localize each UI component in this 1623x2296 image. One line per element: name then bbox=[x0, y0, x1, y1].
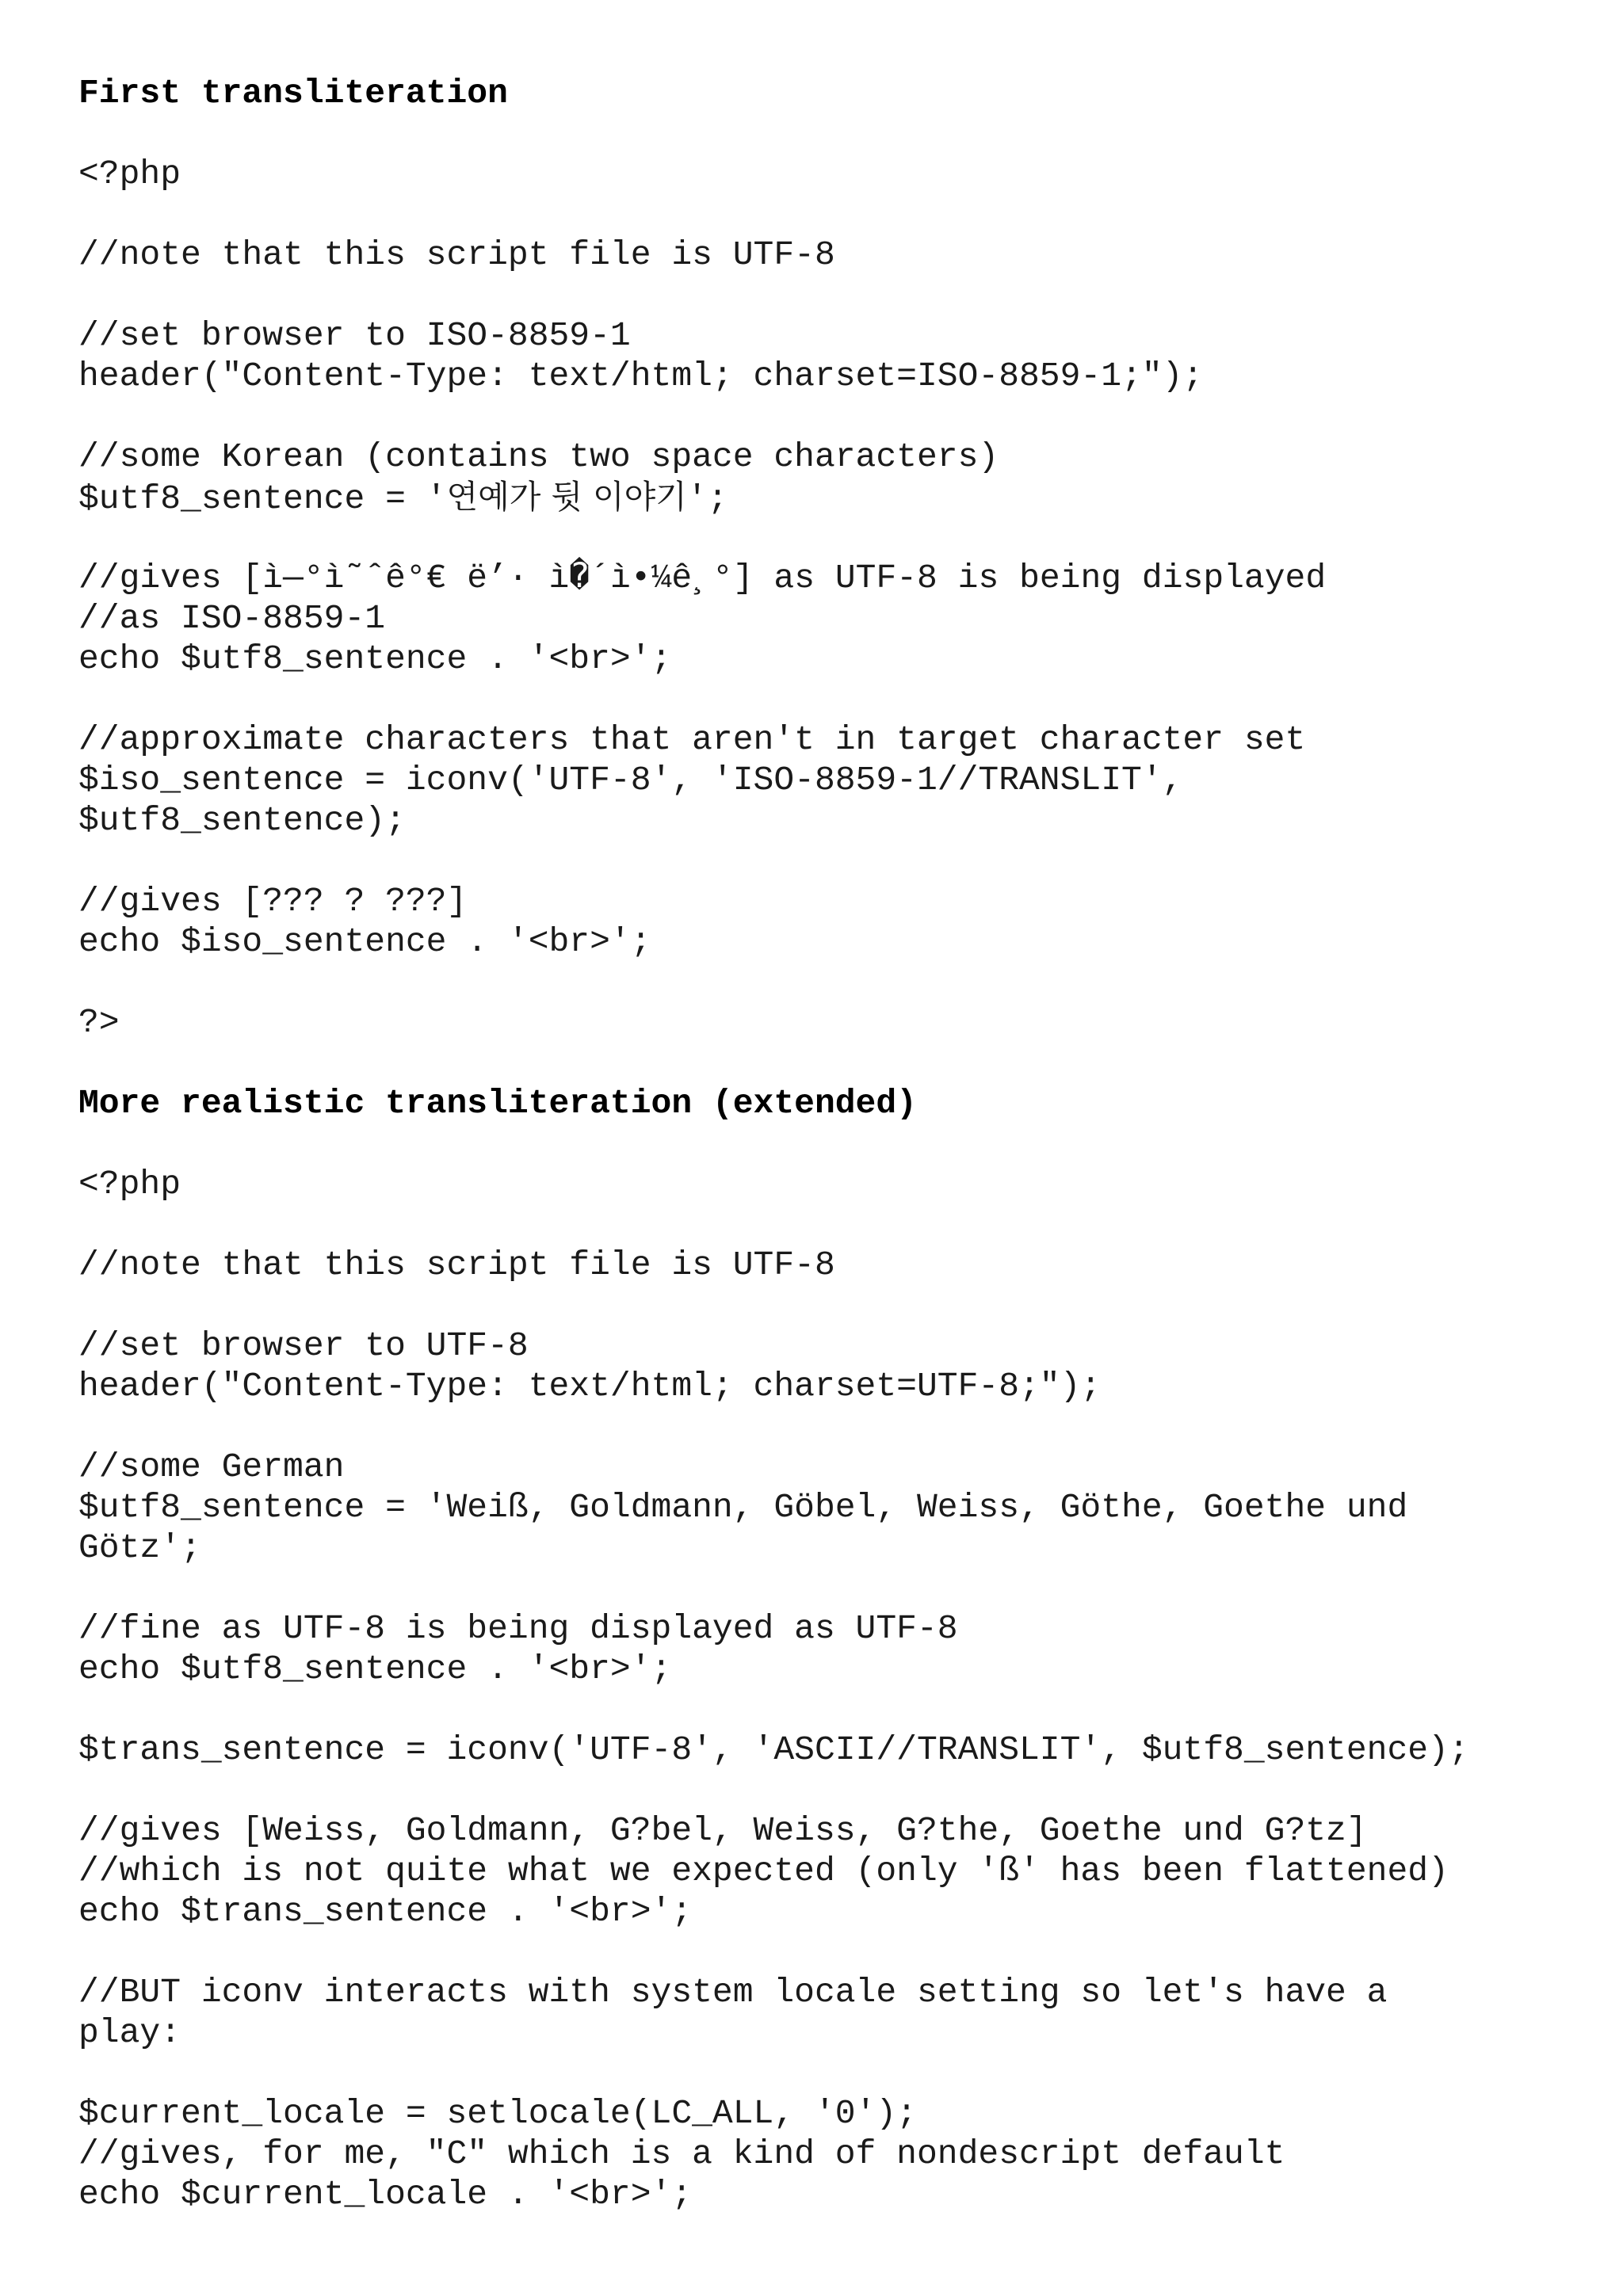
code-line: <?php bbox=[78, 154, 181, 193]
document-page bbox=[78, 73, 1584, 2214]
comment-line: //some Korean (contains two space characters) bbox=[78, 437, 999, 476]
blank-line bbox=[78, 2053, 1584, 2093]
blank-line bbox=[78, 113, 1584, 154]
korean-text: 연예가 뒷 이야기 bbox=[446, 478, 687, 516]
code-line: echo $utf8_sentence . '<br>'; bbox=[78, 1650, 672, 1688]
comment-line: //note that this script file is UTF-8 bbox=[78, 1245, 835, 1284]
code-line: ?> bbox=[78, 1003, 120, 1042]
code-line: <?php bbox=[78, 1165, 181, 1203]
blank-line bbox=[78, 396, 1584, 437]
section-heading: More realistic transliteration (extended) bbox=[78, 1084, 917, 1123]
comment-line: //note that this script file is UTF-8 bbox=[78, 235, 835, 274]
code-fragment: $utf8_sentence = ' bbox=[78, 479, 447, 518]
blank-line bbox=[78, 1123, 1584, 1164]
code-line: header("Content-Type: text/html; charset=UTF-8;"); bbox=[78, 1367, 1102, 1405]
blank-line bbox=[78, 1689, 1584, 1730]
comment-line: //set browser to UTF-8 bbox=[78, 1326, 529, 1365]
comment-line: //approximate characters that aren't in target character set bbox=[78, 720, 1306, 759]
code-line bbox=[78, 477, 1584, 517]
comment-line: //gives, for me, "C" which is a kind of nondescript default bbox=[78, 2134, 1285, 2173]
comment-line: //BUT iconv interacts with system locale setting so let's have a bbox=[78, 1973, 1388, 2012]
blank-line bbox=[78, 1568, 1584, 1608]
code-line: $utf8_sentence = 'Weiß, Goldmann, Göbel, Weiss, Göthe, Goethe und bbox=[78, 1488, 1408, 1527]
comment-line: //as ISO-8859-1 bbox=[78, 599, 386, 638]
comment-line: //which is not quite what we expected (only 'ß' has been flattened) bbox=[78, 1852, 1449, 1890]
blank-line bbox=[78, 962, 1584, 1002]
blank-line bbox=[78, 194, 1584, 235]
blank-line bbox=[78, 841, 1584, 881]
comment-line: //fine as UTF-8 is being displayed as UTF-8 bbox=[78, 1609, 958, 1648]
blank-line bbox=[78, 1406, 1584, 1447]
code-line: Götz'; bbox=[78, 1528, 201, 1567]
blank-line bbox=[78, 517, 1584, 558]
code-line: header("Content-Type: text/html; charset=ISO-8859-1;"); bbox=[78, 357, 1204, 395]
section-heading: First transliteration bbox=[78, 74, 508, 113]
comment-line: play: bbox=[78, 2013, 181, 2052]
code-line: $utf8_sentence); bbox=[78, 801, 406, 840]
blank-line bbox=[78, 275, 1584, 315]
code-line: $trans_sentence = iconv('UTF-8', 'ASCII//TRANSLIT', $utf8_sentence); bbox=[78, 1730, 1469, 1769]
code-line: echo $utf8_sentence . '<br>'; bbox=[78, 639, 672, 678]
comment-line: //set browser to ISO-8859-1 bbox=[78, 316, 631, 355]
blank-line bbox=[78, 1932, 1584, 1972]
code-fragment: '; bbox=[686, 479, 728, 518]
blank-line bbox=[78, 1043, 1584, 1083]
code-line: echo $iso_sentence . '<br>'; bbox=[78, 922, 651, 961]
blank-line bbox=[78, 1770, 1584, 1810]
code-line: $current_locale = setlocale(LC_ALL, '0'); bbox=[78, 2094, 917, 2133]
blank-line bbox=[78, 1204, 1584, 1245]
comment-line: //gives [??? ? ???] bbox=[78, 882, 468, 921]
code-line: echo $trans_sentence . '<br>'; bbox=[78, 1892, 693, 1931]
blank-line bbox=[78, 679, 1584, 719]
code-line: echo $current_locale . '<br>'; bbox=[78, 2175, 693, 2214]
comment-line: //gives [Weiss, Goldmann, G?bel, Weiss, G?the, Goethe und G?tz] bbox=[78, 1811, 1367, 1850]
blank-line bbox=[78, 1285, 1584, 1325]
code-line: $iso_sentence = iconv('UTF-8', 'ISO-8859-1//TRANSLIT', bbox=[78, 761, 1183, 799]
comment-line: //gives [ì—°ì˜ˆê°€ ë’· ì�´ì•¼ê¸°] as UTF-8 is being displayed bbox=[78, 559, 1327, 597]
comment-line: //some German bbox=[78, 1447, 345, 1486]
